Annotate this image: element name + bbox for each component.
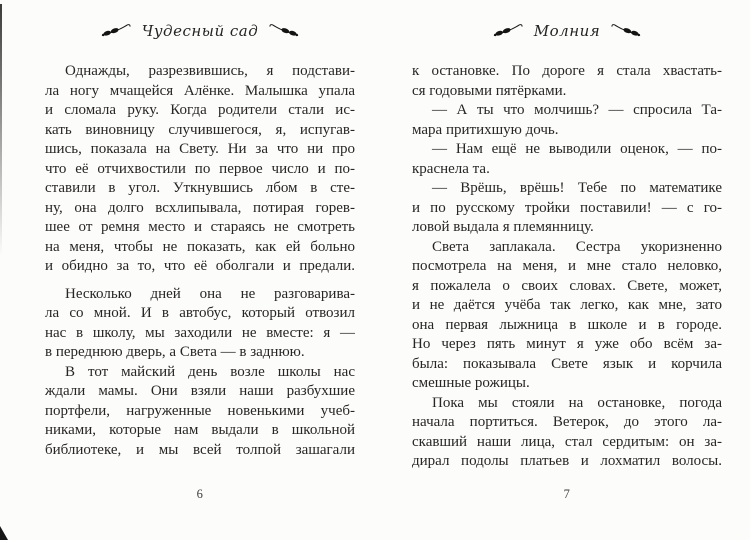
text-line: В тот майский день возле школы нас bbox=[65, 363, 355, 380]
paragraph bbox=[412, 394, 722, 472]
running-title-right: Молния bbox=[533, 22, 601, 40]
text-line: и обидно за то, что её оболгали и предали. bbox=[45, 258, 355, 274]
text-line: она первая лыжница в школе и в городе. bbox=[412, 316, 722, 333]
text-line: шее от ремня место и стараясь не смотреть bbox=[45, 219, 355, 235]
text-line: ла со мной. И в автобус, который отвозил bbox=[45, 305, 355, 321]
running-title-left: Чудесный сад bbox=[141, 22, 259, 40]
text-line: скавший наши лица, стал сердитым: он за- bbox=[412, 433, 722, 450]
text-line: что её отчихвостили по первое число и по- bbox=[45, 160, 355, 177]
leaf-branch-icon bbox=[493, 23, 523, 39]
text-line: мара притихшую дочь. bbox=[412, 121, 559, 138]
text-line: шись, показала на Свету. Ни за что ни про bbox=[45, 141, 355, 157]
text-line: была: показывала Свете язык и корчила bbox=[412, 355, 722, 372]
paragraph bbox=[412, 179, 722, 238]
text-line: начала портиться. Ветерок, до этого ла- bbox=[412, 414, 722, 430]
text-line: библиотеке, и мы всей толпой зашагали bbox=[45, 441, 355, 458]
text-line: на меня, чтобы не показать, как ей больно bbox=[45, 238, 355, 255]
scan-edge-line bbox=[0, 4, 2, 256]
paragraph bbox=[412, 140, 722, 179]
page-number-right: 7 bbox=[563, 487, 571, 501]
text-line: дирал подолы платьев и лохматил волосы. bbox=[412, 453, 722, 469]
text-line: и по русскому тройки поставили! — с го- bbox=[412, 199, 722, 216]
text-line: Однажды, разрезвившись, я подстави- bbox=[65, 63, 355, 79]
text-line: никами, которые нам выдали в школьной bbox=[45, 422, 355, 438]
leaf-branch-icon bbox=[269, 23, 299, 39]
text-line: я пожалела о своих словах. Свете, может, bbox=[412, 277, 722, 294]
right-page-header bbox=[412, 19, 722, 43]
text-line: и сломала руку. Когда родители стали ис- bbox=[45, 102, 355, 118]
text-line: в переднюю дверь, а Света — в заднюю. bbox=[45, 344, 305, 360]
text-line: ждали мамы. Они взяли наши разбухшие bbox=[45, 383, 355, 399]
left-page bbox=[45, 0, 355, 540]
right-page-body bbox=[412, 62, 722, 472]
left-page-body bbox=[45, 62, 355, 460]
text-line: Пока мы стояли на остановке, погода bbox=[432, 394, 722, 411]
text-line: кать виновницу случившегося, я, испугав- bbox=[45, 121, 355, 138]
text-line: Света заплакала. Сестра укоризненно bbox=[432, 238, 722, 255]
paragraph bbox=[45, 363, 355, 461]
text-line: портфели, нагруженные новенькими учеб- bbox=[45, 402, 355, 419]
paragraph bbox=[412, 238, 722, 394]
leaf-branch-icon bbox=[611, 23, 641, 39]
text-line: ся годовыми пятёрками. bbox=[412, 82, 567, 99]
paragraph bbox=[45, 62, 355, 277]
right-page bbox=[412, 0, 722, 540]
text-line: к остановке. По дороге я стала хвастать- bbox=[412, 63, 722, 79]
paragraph bbox=[412, 101, 722, 140]
paragraph bbox=[412, 62, 722, 101]
page-number-left: 6 bbox=[196, 487, 204, 501]
text-line: нас в школу, мы заходили не вместе: я — bbox=[45, 324, 355, 341]
text-line: ну, она долго всхлипывала, потирая горев- bbox=[45, 199, 355, 216]
text-line: — Врёшь, врёшь! Тебе по математике bbox=[432, 180, 722, 196]
text-line: ла ногу мчащейся Алёнке. Малышка упала bbox=[45, 82, 355, 99]
scan-corner-mark bbox=[0, 526, 8, 540]
text-line: ловой выдала я племянницу. bbox=[412, 219, 594, 235]
text-line: — А ты что молчишь? — спросила Та- bbox=[432, 102, 722, 118]
text-line: и не даётся учёба так легко, как мне, зато bbox=[412, 297, 722, 313]
text-line: ставили в угол. Уткнувшись лбом в сте- bbox=[45, 180, 355, 196]
text-line: Несколько дней она не разговарива- bbox=[65, 285, 355, 302]
text-line: краснела та. bbox=[412, 160, 490, 177]
text-line: смешные рожицы. bbox=[412, 375, 530, 391]
leaf-branch-icon bbox=[101, 23, 131, 39]
paragraph bbox=[45, 285, 355, 363]
text-line: посмотрела на меня, и мне стало неловко, bbox=[412, 258, 722, 274]
left-page-header bbox=[45, 19, 355, 43]
paragraph-gap bbox=[45, 277, 355, 285]
text-line: Но через пять минут я уже обо всём за- bbox=[412, 336, 722, 352]
text-line: — Нам ещё не выводили оценок, — по- bbox=[432, 141, 722, 157]
